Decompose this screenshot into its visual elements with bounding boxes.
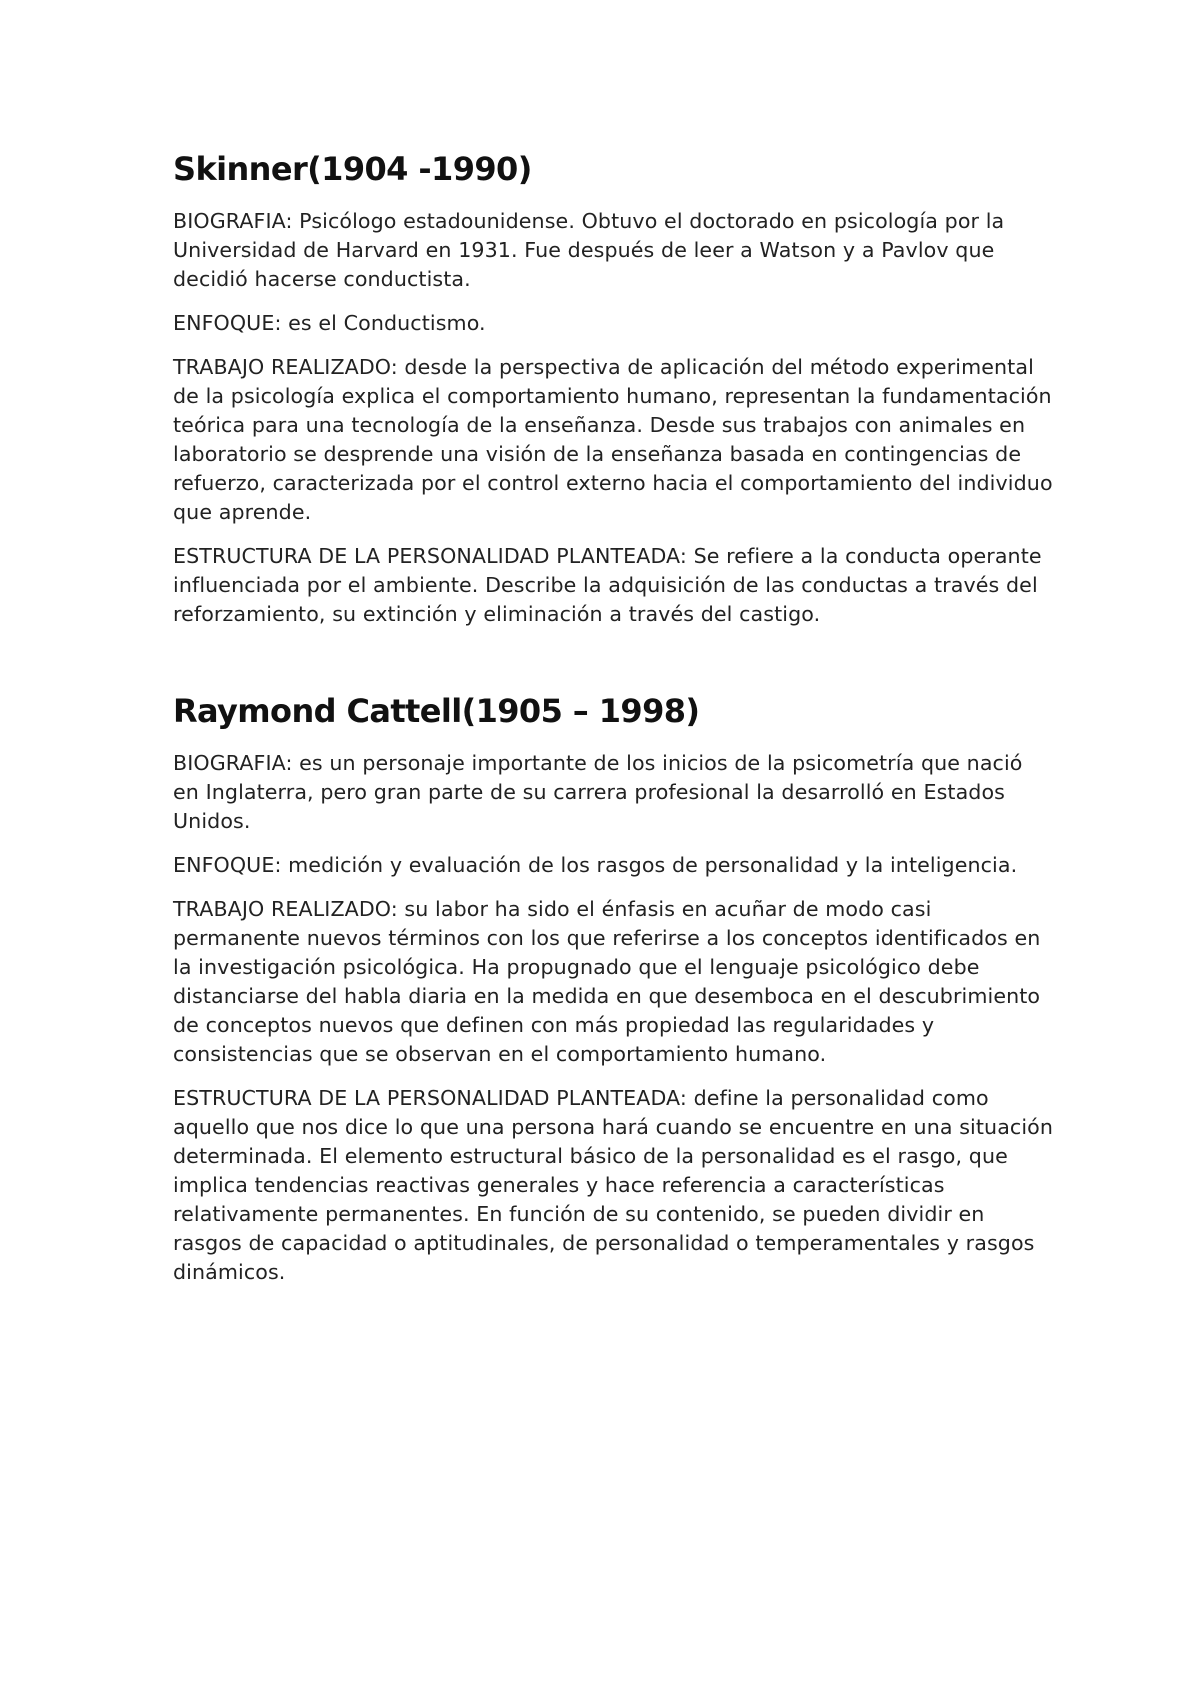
section-title: Raymond Cattell(1905 – 1998)	[173, 692, 700, 730]
paragraph-biografia: BIOGRAFIA: es un personaje importante de los inicios de la psicometría que nació en Inglaterra, pero gran parte de su carrera profesional la desarrolló en Estados Unidos.	[173, 751, 1023, 833]
section-skinner	[173, 145, 1053, 629]
paragraph-trabajo-realizado: TRABAJO REALIZADO: desde la perspectiva de aplicación del método experimental de la psicología explica el comportamiento humano, representan la fundamentación teórica para una tecnología de la enseñanza. Desde sus trabajos con animales en laboratorio se desprende una visión de la enseñanza basada en contingencias de refuerzo, caracterizada por el control externo hacia el comportamiento del individuo que aprende.	[173, 355, 1053, 524]
document-body	[173, 145, 1053, 1287]
paragraph-trabajo-realizado: TRABAJO REALIZADO: su labor ha sido el énfasis en acuñar de modo casi permanente nuevos términos con los que referirse a los conceptos identificados en la investigación psicológica. Ha propugnado que el lenguaje psicológico debe distanciarse del habla diaria en la medida en que desemboca en el descubrimiento de conceptos nuevos que definen con más propiedad las regularidades y consistencias que se observan en el comportamiento humano.	[173, 897, 1041, 1066]
paragraph-biografia: BIOGRAFIA: Psicólogo estadounidense. Obtuvo el doctorado en psicología por la Universidad de Harvard en 1931. Fue después de leer a Watson y a Pavlov que decidió hacerse conductista.	[173, 209, 1005, 291]
paragraph-enfoque: ENFOQUE: medición y evaluación de los rasgos de personalidad y la inteligencia.	[173, 853, 1018, 877]
paragraph-estructura-personalidad: ESTRUCTURA DE LA PERSONALIDAD PLANTEADA: Se refiere a la conducta operante influenciada por el ambiente. Describe la adquisición de las conductas a través del reforzamiento, su extinción y eliminación a través del castigo.	[173, 544, 1042, 626]
section-title: Skinner(1904 -1990)	[173, 150, 532, 188]
section-cattell	[173, 687, 1053, 1287]
paragraph-enfoque: ENFOQUE: es el Conductismo.	[173, 311, 486, 335]
paragraph-estructura-personalidad: ESTRUCTURA DE LA PERSONALIDAD PLANTEADA: define la personalidad como aquello que nos dice lo que una persona hará cuando se encuentre en una situación determinada. El elemento estructural básico de la personalidad es el rasgo, que implica tendencias reactivas generales y hace referencia a características relativamente permanentes. En función de su contenido, se pueden dividir en rasgos de capacidad o aptitudinales, de personalidad o temperamentales y rasgos dinámicos.	[173, 1086, 1054, 1284]
